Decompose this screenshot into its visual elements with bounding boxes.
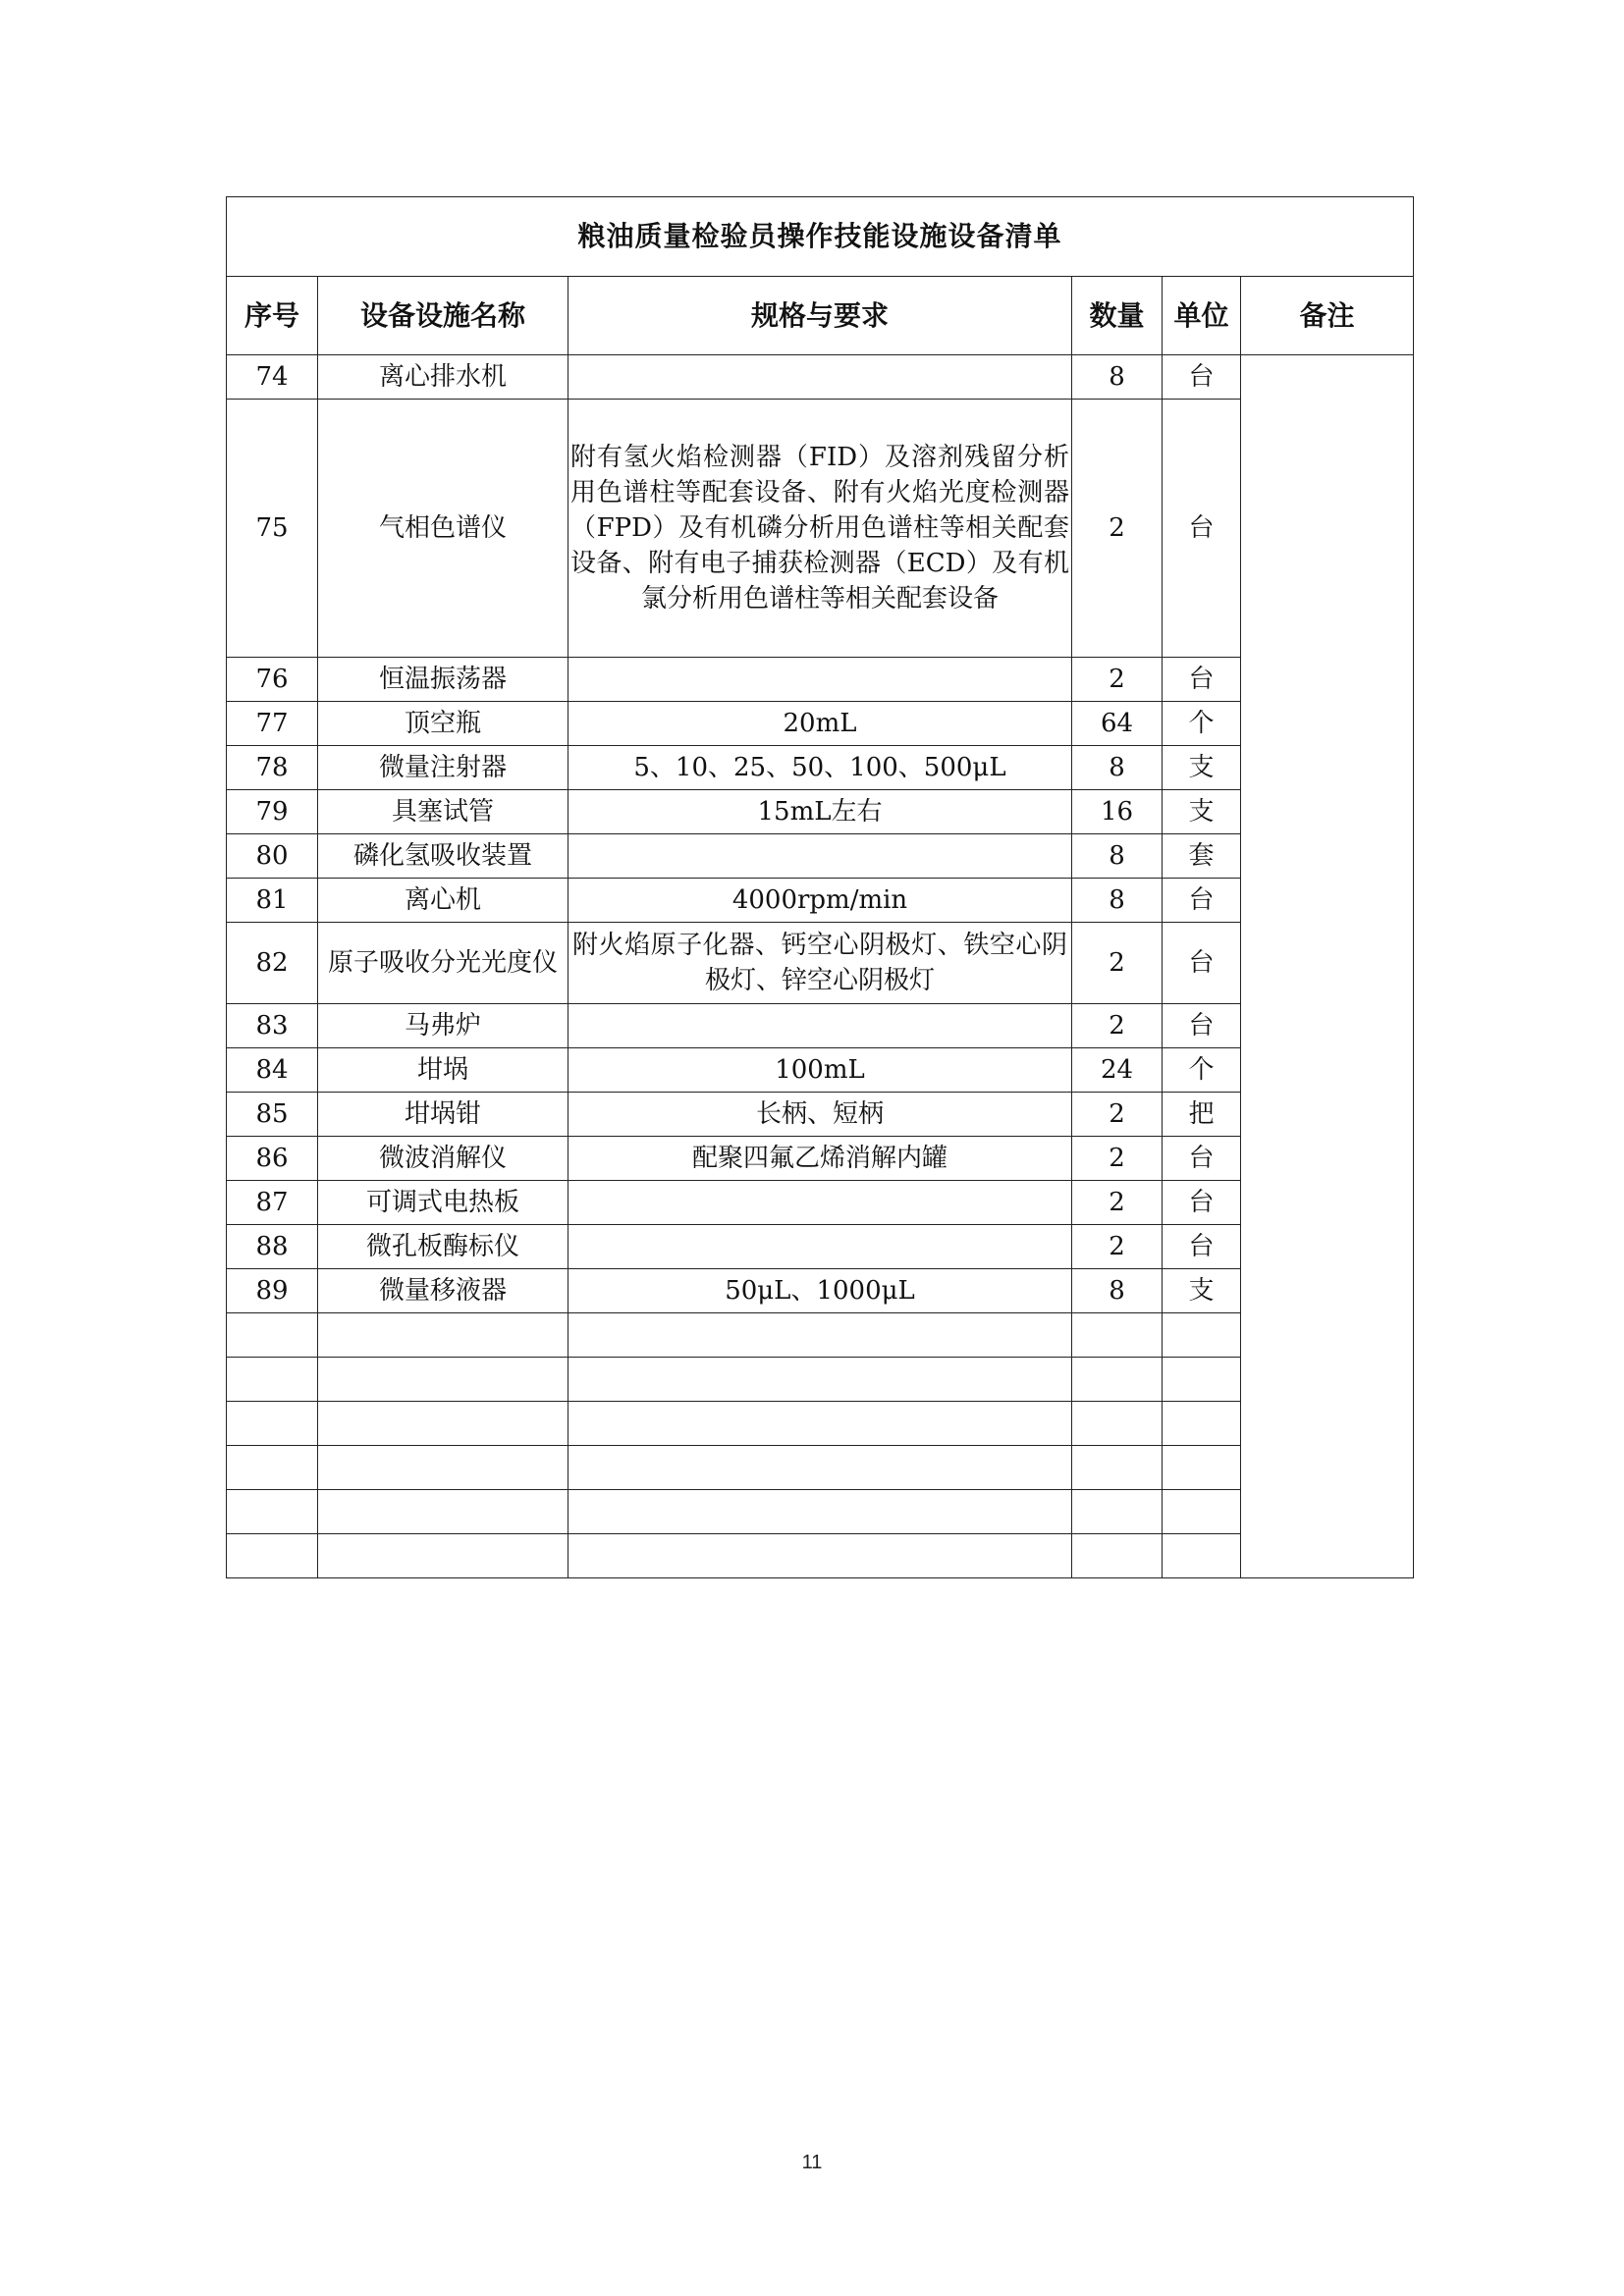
empty-cell xyxy=(318,1402,568,1446)
cell-unit: 台 xyxy=(1163,879,1241,923)
cell-unit: 台 xyxy=(1163,658,1241,702)
cell-no: 88 xyxy=(227,1225,318,1269)
cell-qty: 2 xyxy=(1072,1225,1163,1269)
cell-name: 微孔板酶标仪 xyxy=(318,1225,568,1269)
cell-no: 83 xyxy=(227,1004,318,1048)
cell-spec: 20mL xyxy=(568,702,1072,746)
cell-name: 具塞试管 xyxy=(318,790,568,834)
empty-cell xyxy=(227,1313,318,1358)
cell-spec xyxy=(568,1225,1072,1269)
table-row xyxy=(227,746,1414,790)
table-row xyxy=(227,790,1414,834)
cell-spec: 附有氢火焰检测器（FID）及溶剂残留分析用色谱柱等配套设备、附有火焰光度检测器（FPD）及有机磷分析用色谱柱等相关配套设备、附有电子捕获检测器（ECD）及有机氯分析用色谱柱等相关配套设备 xyxy=(568,400,1072,658)
cell-qty: 2 xyxy=(1072,923,1163,1004)
cell-name: 微量移液器 xyxy=(318,1269,568,1313)
empty-cell xyxy=(227,1490,318,1534)
empty-cell xyxy=(1072,1446,1163,1490)
cell-unit: 支 xyxy=(1163,790,1241,834)
cell-no: 74 xyxy=(227,355,318,400)
cell-spec xyxy=(568,1004,1072,1048)
cell-spec: 配聚四氟乙烯消解内罐 xyxy=(568,1137,1072,1181)
empty-cell xyxy=(227,1534,318,1578)
empty-row xyxy=(227,1446,1414,1490)
cell-spec xyxy=(568,834,1072,879)
cell-unit: 个 xyxy=(1163,702,1241,746)
empty-cell xyxy=(568,1358,1072,1402)
empty-cell xyxy=(1163,1402,1241,1446)
cell-name: 可调式电热板 xyxy=(318,1181,568,1225)
cell-remark xyxy=(1241,355,1414,1578)
cell-unit: 套 xyxy=(1163,834,1241,879)
cell-no: 81 xyxy=(227,879,318,923)
empty-cell xyxy=(1163,1313,1241,1358)
cell-spec: 5、10、25、50、100、500μL xyxy=(568,746,1072,790)
cell-unit: 支 xyxy=(1163,1269,1241,1313)
table-row xyxy=(227,1048,1414,1093)
empty-cell xyxy=(1163,1446,1241,1490)
header-unit: 单位 xyxy=(1163,277,1241,355)
cell-name: 顶空瓶 xyxy=(318,702,568,746)
equipment-table xyxy=(226,196,1414,1578)
empty-cell xyxy=(568,1534,1072,1578)
empty-cell xyxy=(568,1402,1072,1446)
table-row xyxy=(227,1004,1414,1048)
table-row xyxy=(227,1225,1414,1269)
cell-qty: 8 xyxy=(1072,355,1163,400)
empty-row xyxy=(227,1534,1414,1578)
cell-spec xyxy=(568,355,1072,400)
cell-name: 坩埚钳 xyxy=(318,1093,568,1137)
cell-qty: 8 xyxy=(1072,834,1163,879)
empty-cell xyxy=(568,1490,1072,1534)
empty-cell xyxy=(1163,1490,1241,1534)
cell-name: 离心排水机 xyxy=(318,355,568,400)
empty-cell xyxy=(1072,1313,1163,1358)
empty-row xyxy=(227,1313,1414,1358)
cell-unit: 个 xyxy=(1163,1048,1241,1093)
cell-qty: 8 xyxy=(1072,879,1163,923)
cell-spec: 长柄、短柄 xyxy=(568,1093,1072,1137)
table-row xyxy=(227,658,1414,702)
table-row xyxy=(227,879,1414,923)
cell-spec: 50μL、1000μL xyxy=(568,1269,1072,1313)
cell-no: 85 xyxy=(227,1093,318,1137)
cell-name: 气相色谱仪 xyxy=(318,400,568,658)
cell-qty: 2 xyxy=(1072,1137,1163,1181)
empty-cell xyxy=(1163,1358,1241,1402)
table-row xyxy=(227,923,1414,1004)
cell-no: 89 xyxy=(227,1269,318,1313)
page-number: 11 xyxy=(801,2152,823,2173)
cell-unit: 台 xyxy=(1163,355,1241,400)
cell-qty: 16 xyxy=(1072,790,1163,834)
cell-qty: 64 xyxy=(1072,702,1163,746)
empty-cell xyxy=(318,1358,568,1402)
header-no: 序号 xyxy=(227,277,318,355)
cell-name: 恒温振荡器 xyxy=(318,658,568,702)
cell-qty: 2 xyxy=(1072,658,1163,702)
cell-name: 磷化氢吸收装置 xyxy=(318,834,568,879)
cell-unit: 台 xyxy=(1163,1181,1241,1225)
empty-cell xyxy=(568,1446,1072,1490)
cell-spec: 附火焰原子化器、钙空心阴极灯、铁空心阴极灯、锌空心阴极灯 xyxy=(568,923,1072,1004)
table-row xyxy=(227,702,1414,746)
cell-name: 微波消解仪 xyxy=(318,1137,568,1181)
cell-qty: 2 xyxy=(1072,1181,1163,1225)
header-qty: 数量 xyxy=(1072,277,1163,355)
cell-spec: 15mL左右 xyxy=(568,790,1072,834)
cell-unit: 台 xyxy=(1163,1004,1241,1048)
empty-cell xyxy=(318,1534,568,1578)
table-row xyxy=(227,834,1414,879)
empty-row xyxy=(227,1402,1414,1446)
cell-name: 马弗炉 xyxy=(318,1004,568,1048)
cell-name: 坩埚 xyxy=(318,1048,568,1093)
cell-no: 82 xyxy=(227,923,318,1004)
cell-unit: 台 xyxy=(1163,400,1241,658)
cell-unit: 支 xyxy=(1163,746,1241,790)
empty-cell xyxy=(227,1358,318,1402)
cell-qty: 8 xyxy=(1072,1269,1163,1313)
cell-unit: 台 xyxy=(1163,1225,1241,1269)
cell-no: 84 xyxy=(227,1048,318,1093)
table-row xyxy=(227,355,1414,400)
empty-cell xyxy=(227,1446,318,1490)
cell-no: 86 xyxy=(227,1137,318,1181)
cell-qty: 24 xyxy=(1072,1048,1163,1093)
table-row xyxy=(227,1269,1414,1313)
empty-cell xyxy=(568,1313,1072,1358)
cell-no: 75 xyxy=(227,400,318,658)
empty-cell xyxy=(318,1313,568,1358)
empty-cell xyxy=(318,1446,568,1490)
cell-qty: 2 xyxy=(1072,1093,1163,1137)
cell-qty: 2 xyxy=(1072,400,1163,658)
header-remark: 备注 xyxy=(1241,277,1414,355)
cell-spec: 100mL xyxy=(568,1048,1072,1093)
empty-cell xyxy=(318,1490,568,1534)
empty-cell xyxy=(1072,1534,1163,1578)
cell-unit: 把 xyxy=(1163,1093,1241,1137)
cell-qty: 2 xyxy=(1072,1004,1163,1048)
table-row xyxy=(227,1181,1414,1225)
cell-no: 87 xyxy=(227,1181,318,1225)
table-row xyxy=(227,1093,1414,1137)
empty-cell xyxy=(1072,1490,1163,1534)
cell-no: 76 xyxy=(227,658,318,702)
cell-no: 79 xyxy=(227,790,318,834)
cell-name: 微量注射器 xyxy=(318,746,568,790)
cell-unit: 台 xyxy=(1163,923,1241,1004)
empty-cell xyxy=(1072,1358,1163,1402)
cell-qty: 8 xyxy=(1072,746,1163,790)
cell-unit: 台 xyxy=(1163,1137,1241,1181)
empty-row xyxy=(227,1358,1414,1402)
cell-no: 80 xyxy=(227,834,318,879)
header-spec: 规格与要求 xyxy=(568,277,1072,355)
table-row xyxy=(227,1137,1414,1181)
cell-spec xyxy=(568,658,1072,702)
empty-cell xyxy=(1163,1534,1241,1578)
empty-cell xyxy=(227,1402,318,1446)
table-row xyxy=(227,400,1414,658)
cell-name: 原子吸收分光光度仪 xyxy=(318,923,568,1004)
empty-cell xyxy=(1072,1402,1163,1446)
cell-no: 78 xyxy=(227,746,318,790)
header-name: 设备设施名称 xyxy=(318,277,568,355)
cell-name: 离心机 xyxy=(318,879,568,923)
cell-no: 77 xyxy=(227,702,318,746)
table-title: 粮油质量检验员操作技能设施设备清单 xyxy=(227,197,1414,277)
empty-row xyxy=(227,1490,1414,1534)
cell-spec: 4000rpm/min xyxy=(568,879,1072,923)
cell-spec xyxy=(568,1181,1072,1225)
